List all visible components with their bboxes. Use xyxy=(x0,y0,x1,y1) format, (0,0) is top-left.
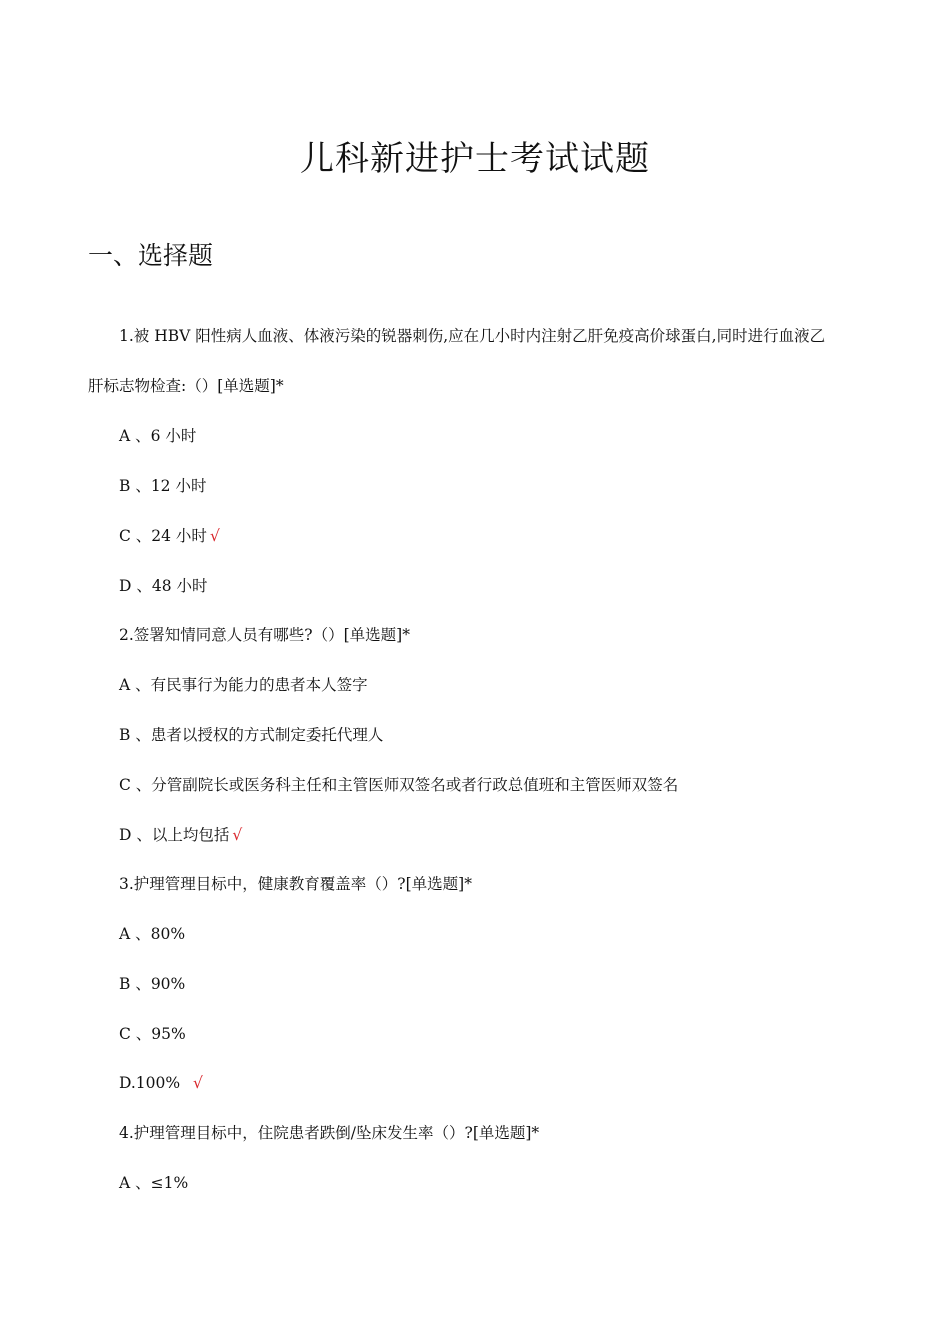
question-2-option-c: C 、分管副院长或医务科主任和主管医师双签名或者行政总值班和主管医师双签名 xyxy=(119,776,679,794)
correct-answer-check-icon: √ xyxy=(209,527,220,545)
question-1-option-b: B 、12 小时 xyxy=(119,477,207,495)
question-4-option-a: A 、≤1% xyxy=(119,1174,189,1192)
question-1-option-c: C 、24 小时 √ xyxy=(119,527,220,545)
question-1-option-a: A 、6 小时 xyxy=(119,427,197,445)
section-heading: 一、选择题 xyxy=(88,241,214,270)
question-1-stem-continued: 肝标志物检查:（）[单选题]* xyxy=(88,377,284,395)
question-2-option-d: D 、以上均包括 √ xyxy=(119,826,243,844)
correct-answer-check-icon: √ xyxy=(232,826,243,844)
question-2-stem: 2.签署知情同意人员有哪些?（）[单选题]* xyxy=(119,626,410,644)
question-2-option-a: A 、有民事行为能力的患者本人签字 xyxy=(119,676,368,694)
question-3-option-b: B 、90% xyxy=(119,975,186,993)
question-1-stem: 1.被 HBV 阳性病人血液、体液污染的锐器刺伤,应在几小时内注射乙肝免疫高价球蛋白,同时进行血液乙 xyxy=(119,327,826,345)
question-4-stem: 4.护理管理目标中，住院患者跌倒/坠床发生率（）?[单选题]* xyxy=(119,1124,540,1142)
question-3-option-c: C 、95% xyxy=(119,1025,186,1043)
page-title: 儿科新进护士考试试题 xyxy=(300,139,650,179)
question-2-option-b: B 、患者以授权的方式制定委托代理人 xyxy=(119,726,384,744)
question-3-option-a: A 、80% xyxy=(119,925,186,943)
question-1-option-d: D 、48 小时 xyxy=(119,577,208,595)
question-3-option-d: D.100% √ xyxy=(119,1074,203,1092)
correct-answer-check-icon: √ xyxy=(192,1074,203,1092)
question-3-stem: 3.护理管理目标中，健康教育覆盖率（）?[单选题]* xyxy=(119,875,472,893)
